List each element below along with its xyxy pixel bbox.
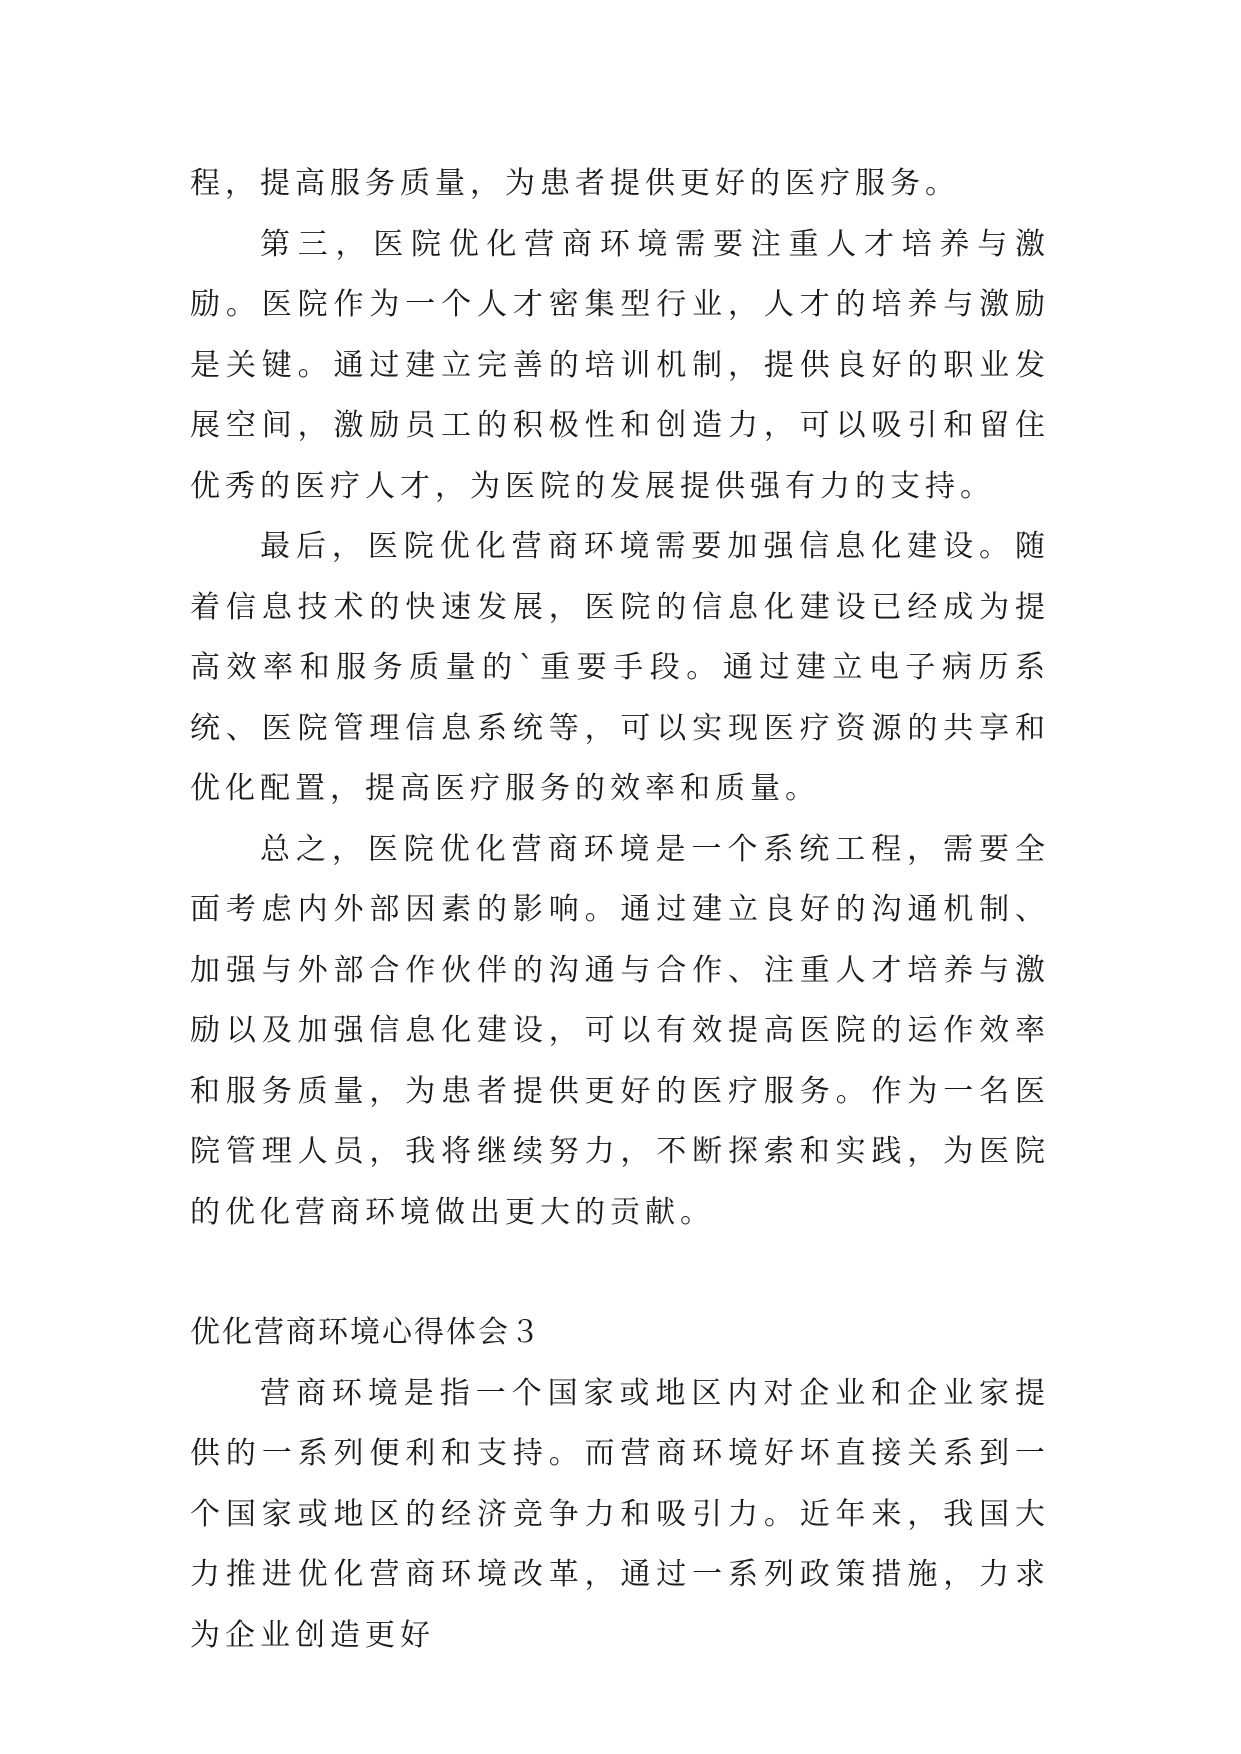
paragraph-informatization: 最后，医院优化营商环境需要加强信息化建设。随着信息技术的快速发展，医院的信息化建设已经成为提高效率和服务质量的`重要手段。通过建立电子病历系统、医院管理信息系统等，可以实现医疗资源的共享和优化配置，提高医疗服务的效率和质量。 [190,529,1050,806]
paragraph-continuation: 程，提高服务质量，为患者提供更好的医疗服务。 [190,166,960,201]
document-body [190,154,1050,1666]
paragraph-business-environment: 营商环境是指一个国家或地区内对企业和企业家提供的一系列便利和支持。而营商环境好坏直接关系到一个国家或地区的经济竞争力和吸引力。近年来，我国大力推进优化营商环境改革，通过一系列政策措施，力求为企业创造更好 [190,1375,1050,1653]
section-heading: 优化营商环境心得体会３ [190,1315,542,1350]
paragraph-summary: 总之，医院优化营商环境是一个系统工程，需要全面考虑内外部因素的影响。通过建立良好的沟通机制、加强与外部合作伙伴的沟通与合作、注重人才培养与激励以及加强信息化建设，可以有效提高医院的运作效率和服务质量，为患者提供更好的医疗服务。作为一名医院管理人员，我将继续努力，不断探索和实践，为医院的优化营商环境做出更大的贡献。 [190,831,1050,1230]
paragraph-talent: 第三，医院优化营商环境需要注重人才培养与激励。医院作为一个人才密集型行业，人才的培养与激励是关键。通过建立完善的培训机制，提供良好的职业发展空间，激励员工的积极性和创造力，可以吸引和留住优秀的医疗人才，为医院的发展提供强有力的支持。 [190,226,1050,504]
